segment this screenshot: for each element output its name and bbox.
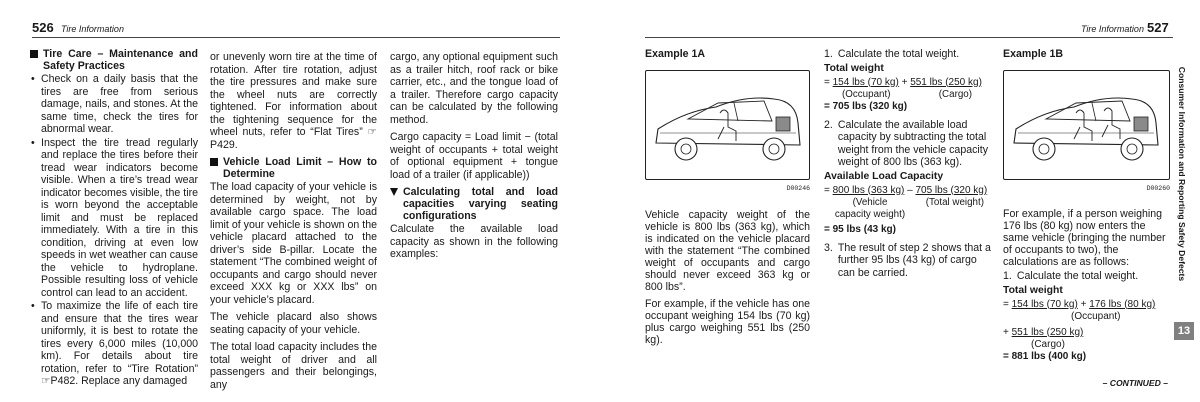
available-load-labels: (Vehicle capacity weight) (Total weight)	[834, 196, 984, 220]
left-col-3	[390, 51, 558, 266]
example-1b-title: Example 1B	[1003, 48, 1064, 60]
left-header-rule	[32, 37, 560, 38]
paragraph: The total load capacity includes the total weight of driver and all passengers and their belongings, any	[210, 341, 377, 391]
step-1: 1. Calculate the total weight.	[824, 48, 960, 60]
continued-label: – CONTINUED –	[1102, 378, 1168, 388]
paragraph: For example, if a person weighing 176 lbs (80 kg) now enters the same vehicle (bringing the number of occupants to two), the calculations are as follows:	[1003, 208, 1166, 268]
image-code: D00260	[1146, 184, 1170, 192]
paragraph: Calculate the available load capacity as shown in the following examples:	[390, 223, 558, 260]
car-one-occupant-icon	[646, 71, 809, 179]
total-weight-1b-calc: Total weight = 154 lbs (70 kg) + 176 lbs (80 kg) (Occupant) + 551 lbs (250 kg) (Cargo) = 881 lbs (400 kg)	[1003, 285, 1170, 363]
car-two-occupants-icon	[1004, 71, 1169, 179]
left-col-1	[30, 48, 198, 389]
left-header-title: Tire Information	[61, 24, 124, 34]
step-3: 3. The result of step 2 shows that a further 95 lbs (43 kg) of cargo can be carried.	[824, 241, 991, 279]
paragraph: The vehicle placard also shows seating capacity of your vehicle.	[210, 311, 377, 336]
total-weight-result: = 705 lbs (320 kg)	[824, 100, 908, 112]
step-2: 2. Calculate the available load capacity by subtracting the total weight from the vehicle capacity weight of 800 lbs (363 kg).	[824, 118, 988, 168]
tire-care-heading: Tire Care – Maintenance and Safety Practices	[30, 48, 198, 72]
car-diagram-1a	[645, 70, 810, 180]
side-chapter-title: Consumer Information and Reporting Safety Defects	[1177, 66, 1187, 281]
image-code: D00246	[786, 184, 810, 192]
available-load-result: = 95 lbs (43 kg)	[824, 223, 896, 235]
available-load-equation: = 800 lbs (363 kg) – 705 lbs (320 kg)	[824, 184, 988, 196]
list-item: • Check on a daily basis that the tires are free from serious damage, nails, and stones. At the same time, check the tires for abnormal wear.	[30, 73, 198, 136]
cargo-capacity-formula: Cargo capacity = Load limit − (total weight of occupants + total weight of optional equipment + tongue load of a trailer (if applicable))	[390, 131, 558, 181]
available-load-calc: Available Load Capacity = 800 lbs (363 kg) – 705 lbs (320 kg) (Vehicle capacity weight) (Total weight) = 95 lbs (43 kg)	[824, 171, 992, 236]
left-page-number: 526	[32, 20, 54, 35]
occupant-label: (Occupant)	[1071, 310, 1121, 322]
right-header-title: Tire Information	[1081, 24, 1144, 34]
paragraph: Vehicle capacity weight of the vehicle is 800 lbs (363 kg), which is indicated on the vehicle placard with the statement “The combined weight of occupants and cargo should never exceed 363 kg or 800 lbs”.	[645, 209, 810, 293]
list-item: • To maximize the life of each tire and ensure that the tires wear uniformly, it is best to rotate the tires every 6,000 miles (10,000 km). For details about tire rotation, refer to “Tire Rotation” ☞P482. Replace any damaged	[30, 300, 198, 388]
calculation-column	[824, 48, 992, 279]
car-diagram-1b	[1003, 70, 1170, 180]
total-weight-calc: Total weight = 154 lbs (70 kg) + 551 lbs (250 kg) (Occupant) (Cargo) = 705 lbs (320 kg)	[824, 63, 992, 113]
cargo-term: + 551 lbs (250 kg)	[1003, 326, 1084, 338]
cargo-label: (Cargo)	[1031, 338, 1065, 350]
step-1b: 1. Calculate the total weight.	[1003, 270, 1139, 282]
paragraph: cargo, any optional equipment such as a trailer hitch, roof rack or bike carrier, etc., and the tongue load of a trailer. Therefore cargo capacity can be calculated by the following method.	[390, 51, 558, 126]
calculating-subheading: Calculating total and load capacities varying seating configurations	[390, 186, 558, 222]
chapter-tab: 13	[1174, 322, 1194, 340]
paragraph: The load capacity of your vehicle is determined by weight, not by available cargo space. The load limit of your vehicle is shown on the vehicle placard attached to the driver’s side B-pillar. Locate the statement “The combined weight of occupants and cargo should never exceed XXX kg or XXX lbs” on your vehicle’s placard.	[210, 181, 377, 306]
total-weight-equation: = 154 lbs (70 kg) + 551 lbs (250 kg)	[824, 76, 982, 88]
section-square-icon	[210, 158, 218, 166]
list-item: • Inspect the tire tread regularly and replace the tires before their tread wear indicators become visible. When a tire’s tread wear indicator becomes visible, the tire is worn beyond the acceptable limit and must be replaced immediately. With a tire in this condition, driving at even low speeds in wet weather can cause the vehicle to hydroplane. Possible resulting loss of vehicle control can lead to an accident.	[30, 137, 198, 300]
example-1a-title: Example 1A	[645, 48, 706, 60]
example-1b-column	[1003, 48, 1170, 363]
tire-care-list	[30, 73, 198, 388]
total-weight-labels: (Occupant) (Cargo)	[842, 88, 972, 100]
load-limit-heading: Vehicle Load Limit – How to Determine	[210, 156, 377, 180]
example-1a-column	[645, 48, 810, 351]
left-col-2	[210, 51, 377, 396]
triangle-bullet-icon	[390, 188, 398, 196]
paragraph: For example, if the vehicle has one occupant weighing 154 lbs (70 kg) plus cargo weighing 551 lbs (250 kg).	[645, 298, 810, 346]
total-weight-1b-result: = 881 lbs (400 kg)	[1003, 350, 1087, 362]
right-page-number: 527	[1147, 20, 1169, 35]
tire-rotation-continued: or unevenly worn tire at the time of rotation. After tire rotation, adjust the tire pressures and make sure the wheel nuts are correctly tightened. For information about the tightening sequence for the wheel nuts, refer to “Flat Tires” ☞P429.	[210, 51, 377, 151]
total-weight-1b-equation: = 154 lbs (70 kg) + 176 lbs (80 kg)	[1003, 298, 1156, 310]
section-square-icon	[30, 50, 38, 58]
right-header-rule	[645, 37, 1173, 38]
